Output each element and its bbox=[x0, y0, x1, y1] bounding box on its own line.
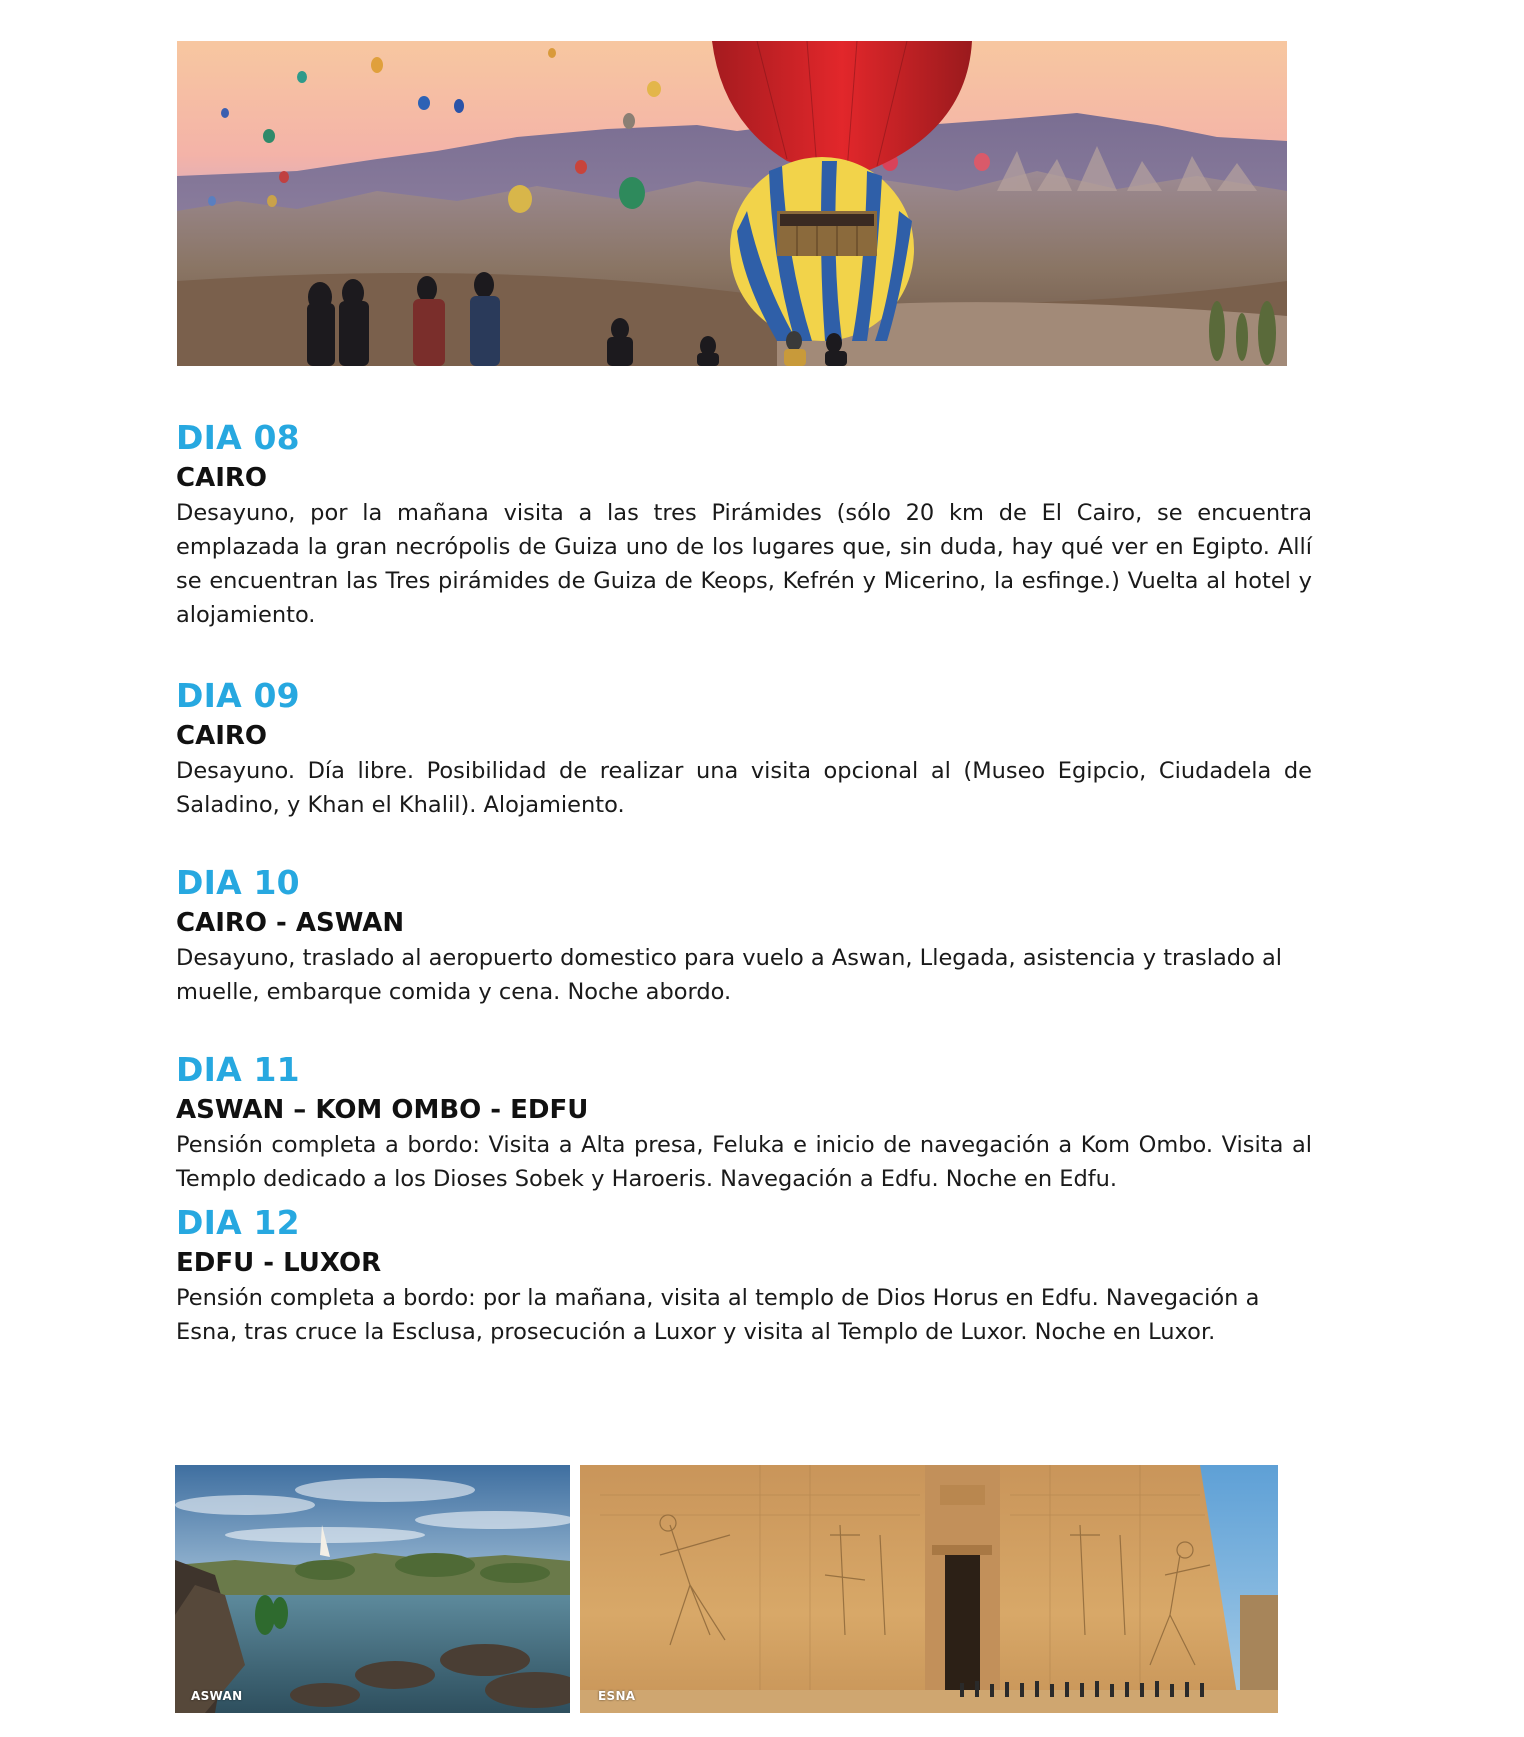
day-12-block bbox=[176, 1201, 1312, 1349]
day-11-description: Pensión completa a bordo: Visita a Alta presa, Feluka e inicio de navegación a Kom Ombo. Visita al Templo dedicado a los Dioses Sobek y Haroeris. Navegación a Edfu. Noche en Edfu. bbox=[176, 1132, 1312, 1192]
aswan-river-image bbox=[175, 1465, 570, 1713]
day-08-heading: DIA 08 bbox=[176, 418, 300, 457]
day-10-description: Desayuno, traslado al aeropuerto domestico para vuelo a Aswan, Llegada, asistencia y traslado al muelle, embarque comida y cena. Noche abordo. bbox=[176, 945, 1283, 1005]
aswan-caption: ASWAN bbox=[191, 1689, 243, 1703]
day-10-heading: DIA 10 bbox=[176, 863, 300, 902]
day-08-description: Desayuno, por la mañana visita a las tres Pirámides (sólo 20 km de El Cairo, se encuentra emplazada la gran necrópolis de Guiza uno de los lugares que, sin duda, hay qué ver en Egipto. Allí se encuentran las Tres pirámides de Guiza de Keops, Kefrén y Micerino, la esfinge.) Vuelta al hotel y alojamiento. bbox=[176, 500, 1312, 628]
day-12-heading: DIA 12 bbox=[176, 1203, 300, 1242]
hero-balloons-photo bbox=[177, 41, 1287, 366]
day-08-route: CAIRO bbox=[176, 463, 267, 493]
day-10-block bbox=[176, 861, 1312, 1009]
day-11-route: ASWAN – KOM OMBO - EDFU bbox=[176, 1095, 589, 1125]
day-09-route: CAIRO bbox=[176, 721, 267, 751]
day-09-block bbox=[176, 674, 1312, 822]
day-12-description: Pensión completa a bordo: por la mañana, visita al templo de Dios Horus en Edfu. Navegación a Esna, tras cruce la Esclusa, prosecución a Luxor y visita al Templo de Luxor. Noche en Luxor. bbox=[176, 1285, 1260, 1345]
day-09-heading: DIA 09 bbox=[176, 676, 300, 715]
day-11-heading: DIA 11 bbox=[176, 1050, 300, 1089]
esna-caption: ESNA bbox=[598, 1689, 636, 1703]
day-11-block bbox=[176, 1048, 1312, 1196]
day-12-route: EDFU - LUXOR bbox=[176, 1248, 382, 1278]
balloons-landscape-image bbox=[177, 41, 1287, 366]
esna-photo bbox=[580, 1465, 1278, 1713]
aswan-photo bbox=[175, 1465, 570, 1713]
day-08-block bbox=[176, 416, 1312, 632]
edfu-temple-image bbox=[580, 1465, 1278, 1713]
day-10-route: CAIRO - ASWAN bbox=[176, 908, 405, 938]
day-09-description: Desayuno. Día libre. Posibilidad de realizar una visita opcional al (Museo Egipcio, Ciudadela de Saladino, y Khan el Khalil). Alojamiento. bbox=[176, 758, 1312, 818]
